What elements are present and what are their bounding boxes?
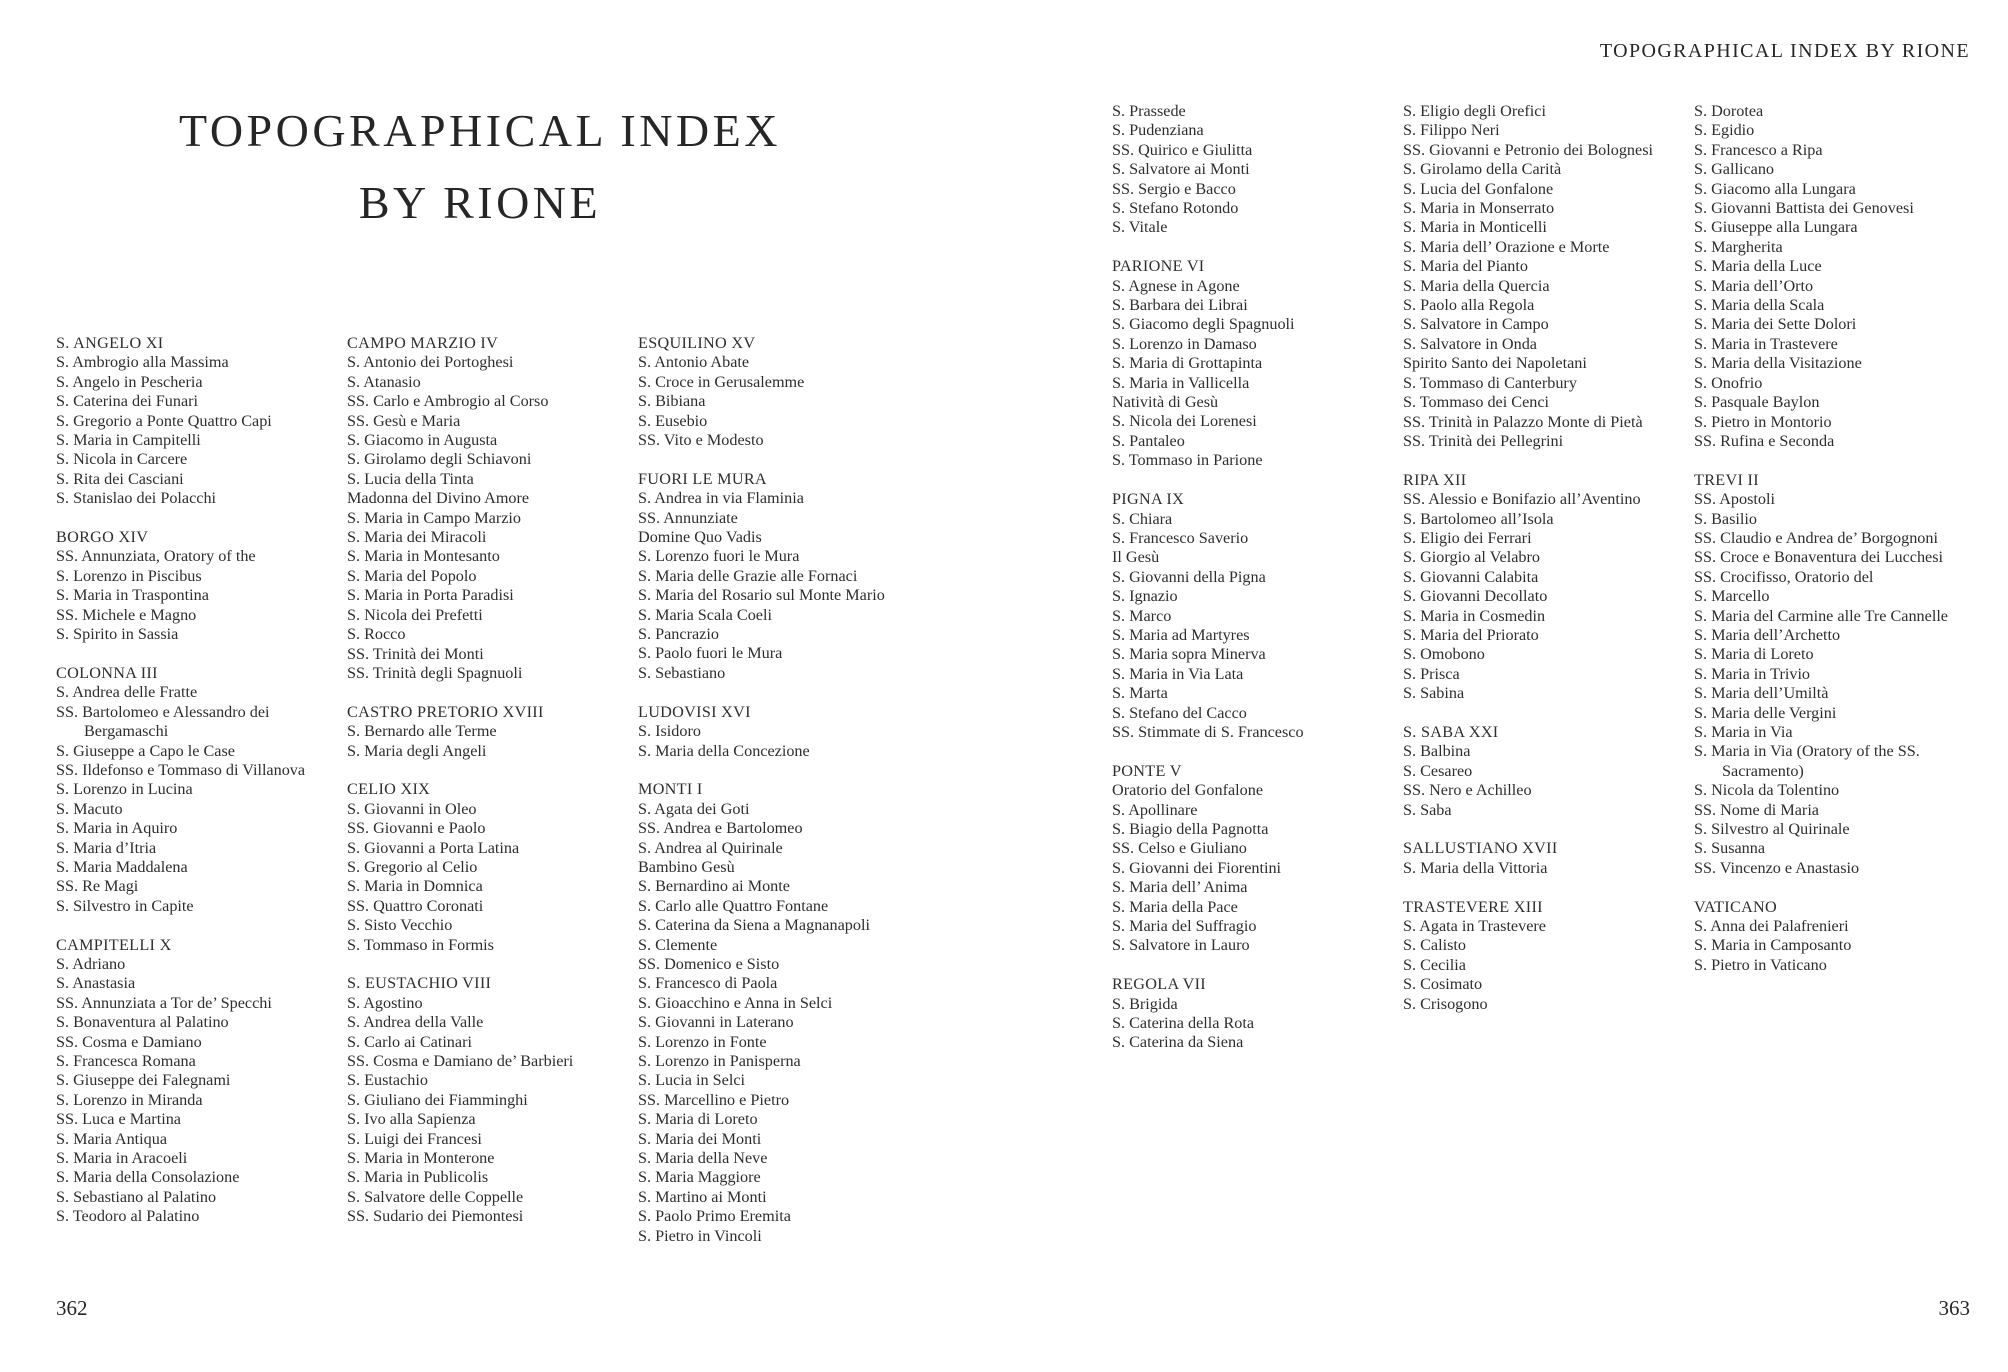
church-entry: S. Apollinare bbox=[1112, 800, 1198, 819]
church-entry: S. Tommaso in Parione bbox=[1112, 451, 1263, 470]
church-entry: S. Eustachio bbox=[347, 1071, 428, 1090]
rione-heading: RIPA XII bbox=[1403, 470, 1467, 489]
church-entry: S. Giacomo alla Lungara bbox=[1694, 179, 1856, 198]
church-entry: S. Lorenzo in Miranda bbox=[56, 1090, 203, 1109]
church-entry: S. Maria del Priorato bbox=[1403, 625, 1539, 644]
church-entry: S. Ivo alla Sapienza bbox=[347, 1110, 476, 1129]
church-entry: S. Maria sopra Minerva bbox=[1112, 645, 1266, 664]
church-entry: S. Andrea della Valle bbox=[347, 1013, 484, 1032]
rione-section bbox=[347, 334, 637, 683]
church-entry: S. Salvatore in Lauro bbox=[1112, 936, 1250, 955]
church-entry: S. Clemente bbox=[638, 935, 718, 954]
church-entry: S. Salvatore ai Monti bbox=[1112, 160, 1250, 179]
church-entry: SS. Bartolomeo e Alessandro dei Bergamaschi bbox=[56, 702, 270, 741]
church-entry: S. Teodoro al Palatino bbox=[56, 1207, 200, 1226]
church-entry: S. Maria della Visitazione bbox=[1694, 354, 1862, 373]
church-entry: S. Gallicano bbox=[1694, 160, 1775, 179]
church-entry: S. Maria delle Vergini bbox=[1694, 703, 1837, 722]
church-entry: S. Rita dei Casciani bbox=[56, 469, 184, 488]
church-entry: S. Susanna bbox=[1694, 839, 1766, 858]
church-entry: S. Maria in Trastevere bbox=[1694, 334, 1838, 353]
church-entry: S. Bibiana bbox=[638, 392, 706, 411]
church-entry: S. Nicola dei Lorenesi bbox=[1112, 412, 1257, 431]
church-entry: SS. Trinità dei Pellegrini bbox=[1403, 431, 1564, 450]
church-entry: S. Maria della Quercia bbox=[1403, 276, 1550, 295]
church-entry: S. Adriano bbox=[56, 954, 126, 973]
church-entry: S. Maria del Popolo bbox=[347, 566, 477, 585]
rione-heading: CAMPO MARZIO IV bbox=[347, 334, 499, 352]
church-entry: SS. Re Magi bbox=[56, 877, 139, 896]
church-entry: S. Maria in Campitelli bbox=[56, 431, 201, 450]
church-entry: S. Prassede bbox=[1112, 102, 1186, 120]
church-entry: S. Maria ad Martyres bbox=[1112, 625, 1250, 644]
church-entry: S. Maria della Concezione bbox=[638, 741, 810, 760]
church-entry: SS. Stimmate di S. Francesco bbox=[1112, 722, 1304, 741]
church-entry: Madonna del Divino Amore bbox=[347, 489, 530, 508]
church-entry: S. Maria in Monticelli bbox=[1403, 218, 1547, 237]
church-entry: SS. Alessio e Bonifazio all’Aventino bbox=[1403, 490, 1641, 509]
church-entry: S. Sebastiano bbox=[638, 663, 726, 682]
rione-section bbox=[1112, 102, 1402, 238]
church-entry: S. Biagio della Pagnotta bbox=[1112, 819, 1269, 838]
church-entry: SS. Giovanni e Paolo bbox=[347, 819, 486, 838]
church-entry: S. Maria del Suffragio bbox=[1112, 917, 1257, 936]
church-entry: S. Ignazio bbox=[1112, 587, 1178, 606]
rione-heading: PIGNA IX bbox=[1112, 490, 1185, 509]
church-entry: S. Bonaventura al Palatino bbox=[56, 1013, 229, 1032]
running-head: TOPOGRAPHICAL INDEX BY RIONE bbox=[1599, 40, 1970, 62]
page-number-left: 362 bbox=[56, 1296, 88, 1320]
index-column-1 bbox=[56, 334, 346, 1246]
church-entry: S. Tommaso in Formis bbox=[347, 935, 494, 954]
church-entry: S. Cecilia bbox=[1403, 955, 1466, 974]
church-entry: S. Caterina da Siena a Magnanapoli bbox=[638, 916, 870, 935]
church-entry: S. Tommaso di Canterbury bbox=[1403, 373, 1577, 392]
church-entry: S. Maria in Trivio bbox=[1694, 664, 1811, 683]
church-entry: SS. Annunziata a Tor de’ Specchi bbox=[56, 993, 272, 1012]
rione-section bbox=[1403, 471, 1693, 704]
church-entry: S. Anastasia bbox=[56, 974, 136, 993]
church-entry: S. Eligio dei Ferrari bbox=[1403, 528, 1532, 547]
church-entry: SS. Marcellino e Pietro bbox=[638, 1090, 790, 1109]
church-entry: S. Maria Maggiore bbox=[638, 1168, 761, 1187]
church-entry: S. Maria del Pianto bbox=[1403, 257, 1528, 276]
church-entry: S. Lorenzo in Damaso bbox=[1112, 334, 1257, 353]
church-entry: Oratorio del Gonfalone bbox=[1112, 781, 1264, 800]
church-entry: S. Agostino bbox=[347, 993, 423, 1012]
index-column-5 bbox=[1403, 102, 1693, 1033]
title-line-1: TOPOGRAPHICAL INDEX bbox=[179, 105, 781, 156]
church-entry: S. Maria in Vallicella bbox=[1112, 373, 1250, 392]
church-entry: S. Lorenzo in Lucina bbox=[56, 780, 193, 799]
rione-section bbox=[1403, 898, 1693, 1014]
rione-heading: S. SABA XXI bbox=[1403, 722, 1499, 741]
church-entry: S. Ambrogio alla Massima bbox=[56, 353, 229, 372]
rione-heading: MONTI I bbox=[638, 780, 703, 799]
church-entry: S. Agata dei Goti bbox=[638, 799, 750, 818]
church-entry: S. Maria della Neve bbox=[638, 1149, 768, 1168]
church-entry: S. Giuseppe dei Falegnami bbox=[56, 1071, 231, 1090]
church-entry: S. Maria in Publicolis bbox=[347, 1168, 489, 1187]
church-entry: S. Giovanni in Laterano bbox=[638, 1013, 794, 1032]
church-entry: S. Bernardo alle Terme bbox=[347, 722, 497, 741]
rione-heading: PONTE V bbox=[1112, 761, 1182, 780]
right-page bbox=[1004, 0, 2008, 1372]
church-entry: S. Giovanni Battista dei Genovesi bbox=[1694, 199, 1914, 218]
church-entry: S. Giorgio al Velabro bbox=[1403, 548, 1540, 567]
church-entry: S. Girolamo degli Schiavoni bbox=[347, 450, 532, 469]
rione-heading: PARIONE VI bbox=[1112, 257, 1205, 276]
church-entry: S. Giuliano dei Fiamminghi bbox=[347, 1090, 528, 1109]
rione-section bbox=[1112, 257, 1402, 470]
church-entry: SS. Ildefonso e Tommaso di Villanova bbox=[56, 760, 306, 779]
rione-heading: ESQUILINO XV bbox=[638, 334, 756, 352]
church-entry: S. Maria dell’Orto bbox=[1694, 276, 1814, 295]
church-entry: S. Isidoro bbox=[638, 722, 701, 741]
church-entry: SS. Domenico e Sisto bbox=[638, 954, 780, 973]
rione-section bbox=[1112, 490, 1402, 742]
church-entry: SS. Luca e Martina bbox=[56, 1110, 181, 1129]
church-entry: S. Chiara bbox=[1112, 509, 1173, 528]
church-entry: Il Gesù bbox=[1112, 548, 1160, 567]
church-entry: SS. Trinità in Palazzo Monte di Pietà bbox=[1403, 412, 1643, 431]
church-entry: S. Maria della Pace bbox=[1112, 897, 1238, 916]
church-entry: S. Luigi dei Francesi bbox=[347, 1129, 482, 1148]
church-entry: S. Maria d’Itria bbox=[56, 838, 157, 857]
church-entry: S. Maria Scala Coeli bbox=[638, 605, 772, 624]
church-entry: S. Antonio Abate bbox=[638, 353, 750, 372]
church-entry: S. Francesca Romana bbox=[56, 1051, 196, 1070]
church-entry: S. Nicola da Tolentino bbox=[1694, 781, 1840, 800]
church-entry: S. Marta bbox=[1112, 684, 1168, 703]
church-entry: S. Maria in Via Lata bbox=[1112, 664, 1244, 683]
church-entry: S. Pudenziana bbox=[1112, 121, 1204, 140]
rione-heading: CAMPITELLI X bbox=[56, 935, 172, 954]
church-entry: S. Agata in Trastevere bbox=[1403, 917, 1546, 935]
rione-section bbox=[347, 974, 637, 1226]
church-entry: SS. Gesù e Maria bbox=[347, 411, 461, 430]
church-entry: Natività di Gesù bbox=[1112, 393, 1219, 412]
church-entry: SS. Cosma e Damiano de’ Barbieri bbox=[347, 1051, 574, 1070]
church-entry: S. Eligio degli Orefici bbox=[1403, 102, 1546, 120]
rione-heading: TRASTEVERE XIII bbox=[1403, 897, 1543, 916]
church-entry: S. Maria dell’ Anima bbox=[1112, 878, 1248, 897]
church-entry: SS. Claudio e Andrea de’ Borgognoni bbox=[1694, 528, 1938, 547]
church-entry: S. Giacomo degli Spagnuoli bbox=[1112, 315, 1295, 334]
rione-section bbox=[1694, 102, 1984, 451]
rione-section bbox=[1112, 975, 1402, 1053]
rione-section bbox=[56, 334, 346, 509]
rione-section bbox=[1403, 102, 1693, 451]
church-entry: S. Salvatore delle Coppelle bbox=[347, 1187, 524, 1206]
church-entry: S. Atanasio bbox=[347, 372, 421, 391]
church-entry: S. Giuseppe alla Lungara bbox=[1694, 218, 1858, 237]
rione-section bbox=[56, 936, 346, 1227]
church-entry: S. Andrea al Quirinale bbox=[638, 838, 783, 857]
church-entry: S. Rocco bbox=[347, 625, 406, 644]
church-entry: S. Prisca bbox=[1403, 664, 1460, 683]
church-entry: S. Giovanni a Porta Latina bbox=[347, 838, 520, 857]
church-entry: SS. Nome di Maria bbox=[1694, 800, 1819, 819]
church-entry: S. Maria Maddalena bbox=[56, 857, 188, 876]
church-entry: S. Calisto bbox=[1403, 936, 1466, 955]
church-entry: S. Maria Antiqua bbox=[56, 1129, 168, 1148]
index-column-4 bbox=[1112, 102, 1402, 1072]
church-entry: S. Pietro in Montorio bbox=[1694, 412, 1832, 431]
church-entry: S. Maria della Luce bbox=[1694, 257, 1822, 276]
church-entry: S. Lorenzo in Piscibus bbox=[56, 566, 202, 585]
church-entry: S. Giovanni Calabita bbox=[1403, 567, 1539, 586]
rione-heading: LUDOVISI XVI bbox=[638, 702, 751, 721]
church-entry: S. Giovanni dei Fiorentini bbox=[1112, 858, 1282, 877]
church-entry: S. Bartolomeo all’Isola bbox=[1403, 509, 1554, 528]
church-entry: S. Carlo ai Catinari bbox=[347, 1032, 472, 1051]
church-entry: S. Nicola dei Prefetti bbox=[347, 605, 483, 624]
church-entry: S. Andrea in via Flaminia bbox=[638, 489, 804, 508]
church-entry: S. Sebastiano al Palatino bbox=[56, 1187, 217, 1206]
church-entry: S. Cesareo bbox=[1403, 761, 1473, 780]
rione-section bbox=[347, 780, 637, 955]
church-entry: S. Caterina da Siena bbox=[1112, 1033, 1244, 1052]
church-entry: SS. Giovanni e Petronio dei Bolognesi bbox=[1403, 140, 1653, 159]
church-entry: S. Omobono bbox=[1403, 645, 1485, 664]
church-entry: SS. Celso e Giuliano bbox=[1112, 839, 1247, 858]
church-entry: S. Sabina bbox=[1403, 684, 1465, 703]
church-entry: S. Lucia in Selci bbox=[638, 1071, 745, 1090]
church-entry: S. Maria in Cosmedin bbox=[1403, 606, 1546, 625]
church-entry: S. Gioacchino e Anna in Selci bbox=[638, 993, 833, 1012]
church-entry: SS. Vincenzo e Anastasio bbox=[1694, 858, 1860, 877]
church-entry: S. Silvestro in Capite bbox=[56, 896, 194, 915]
church-entry: S. Sisto Vecchio bbox=[347, 916, 453, 935]
church-entry: S. Egidio bbox=[1694, 121, 1755, 140]
church-entry: S. Maria dell’Umiltà bbox=[1694, 684, 1829, 703]
rione-section bbox=[638, 780, 928, 1246]
church-entry: Domine Quo Vadis bbox=[638, 528, 762, 547]
church-entry: S. Maria in Monserrato bbox=[1403, 199, 1555, 218]
church-entry: S. Tommaso dei Cenci bbox=[1403, 393, 1550, 412]
church-entry: S. Gregorio a Ponte Quattro Capi bbox=[56, 411, 272, 430]
church-entry: SS. Michele e Magno bbox=[56, 605, 197, 624]
rione-heading: TREVI II bbox=[1694, 470, 1759, 489]
church-entry: S. Paolo fuori le Mura bbox=[638, 644, 783, 663]
church-entry: S. Francesco Saverio bbox=[1112, 528, 1249, 547]
church-entry: S. Stefano Rotondo bbox=[1112, 199, 1239, 218]
church-entry: SS. Nero e Achilleo bbox=[1403, 781, 1532, 800]
church-entry: S. Giacomo in Augusta bbox=[347, 431, 498, 450]
church-entry: S. Brigida bbox=[1112, 994, 1178, 1013]
church-entry: S. Eusebio bbox=[638, 411, 708, 430]
index-column-2 bbox=[347, 334, 637, 1246]
church-entry: SS. Trinità degli Spagnuoli bbox=[347, 663, 523, 682]
rione-section bbox=[638, 703, 928, 761]
church-entry: S. Antonio dei Portoghesi bbox=[347, 353, 514, 372]
church-entry: S. Maria in Via (Oratory of the SS. Sacramento) bbox=[1694, 742, 1920, 780]
rione-section bbox=[638, 470, 928, 683]
church-entry: S. Stanislao dei Polacchi bbox=[56, 489, 217, 508]
church-entry: S. Giovanni Decollato bbox=[1403, 587, 1548, 606]
church-entry: S. Onofrio bbox=[1694, 373, 1763, 392]
church-entry: S. Maria degli Angeli bbox=[347, 741, 487, 760]
church-entry: S. Giovanni in Oleo bbox=[347, 799, 477, 818]
church-entry: S. Maria di Loreto bbox=[1694, 645, 1814, 664]
church-entry: SS. Rufina e Seconda bbox=[1694, 431, 1835, 450]
church-entry: S. Pancrazio bbox=[638, 625, 719, 644]
church-entry: S. Pietro in Vincoli bbox=[638, 1226, 762, 1245]
church-entry: SS. Annunziate bbox=[638, 508, 738, 527]
church-entry: S. Girolamo della Carità bbox=[1403, 160, 1562, 179]
church-entry: S. Maria di Loreto bbox=[638, 1110, 758, 1129]
church-entry: S. Maria della Consolazione bbox=[56, 1168, 240, 1187]
church-entry: SS. Quattro Coronati bbox=[347, 896, 484, 915]
church-entry: SS. Crocifisso, Oratorio del bbox=[1694, 567, 1874, 586]
church-entry: S. Pasquale Baylon bbox=[1694, 393, 1820, 412]
index-column-3 bbox=[638, 334, 928, 1265]
title-line-2: BY RIONE bbox=[358, 177, 602, 228]
church-entry: S. Agnese in Agone bbox=[1112, 276, 1240, 295]
church-entry: S. Silvestro al Quirinale bbox=[1694, 820, 1850, 839]
church-entry: S. Angelo in Pescheria bbox=[56, 372, 203, 391]
rione-heading: S. EUSTACHIO VIII bbox=[347, 974, 492, 993]
church-entry: S. Saba bbox=[1403, 800, 1452, 819]
church-entry: S. Gregorio al Celio bbox=[347, 857, 478, 876]
rione-heading: CASTRO PRETORIO XVIII bbox=[347, 702, 544, 721]
church-entry: S. Maria dell’ Orazione e Morte bbox=[1403, 237, 1610, 256]
church-entry: S. Carlo alle Quattro Fontane bbox=[638, 896, 829, 915]
church-entry: Spirito Santo dei Napoletani bbox=[1403, 354, 1587, 373]
church-entry: S. Marco bbox=[1112, 606, 1172, 625]
church-entry: S. Maria dei Sette Dolori bbox=[1694, 315, 1857, 334]
church-entry: S. Lucia del Gonfalone bbox=[1403, 179, 1554, 198]
church-entry: S. Lorenzo in Panisperna bbox=[638, 1051, 801, 1070]
church-entry: S. Maria in Traspontina bbox=[56, 586, 209, 605]
church-entry: S. Andrea delle Fratte bbox=[56, 683, 198, 702]
church-entry: S. Nicola in Carcere bbox=[56, 450, 188, 469]
church-entry: SS. Apostoli bbox=[1694, 490, 1775, 509]
church-entry: S. Cosimato bbox=[1403, 975, 1483, 994]
rione-section bbox=[1403, 723, 1693, 820]
church-entry: S. Francesco a Ripa bbox=[1694, 140, 1823, 159]
rione-heading: REGOLA VII bbox=[1112, 975, 1206, 994]
rione-heading: CELIO XIX bbox=[347, 780, 431, 799]
church-entry: S. Lorenzo in Fonte bbox=[638, 1032, 767, 1051]
church-entry: S. Dorotea bbox=[1694, 102, 1764, 120]
church-entry: SS. Vito e Modesto bbox=[638, 431, 764, 450]
church-entry: S. Lucia della Tinta bbox=[347, 469, 474, 488]
church-entry: SS. Cosma e Damiano bbox=[56, 1032, 202, 1051]
church-entry: S. Maria dei Monti bbox=[638, 1129, 762, 1148]
rione-section bbox=[1694, 471, 1984, 879]
church-entry: S. Caterina dei Funari bbox=[56, 392, 199, 411]
church-entry: S. Giovanni della Pigna bbox=[1112, 567, 1266, 586]
church-entry: S. Basilio bbox=[1694, 509, 1757, 528]
church-entry: S. Lorenzo fuori le Mura bbox=[638, 547, 800, 566]
church-entry: S. Maria in Monterone bbox=[347, 1149, 495, 1168]
church-entry: SS. Trinità dei Monti bbox=[347, 644, 484, 663]
rione-heading: VATICANO bbox=[1694, 897, 1778, 916]
church-entry: S. Balbina bbox=[1403, 742, 1471, 761]
rione-section bbox=[56, 664, 346, 916]
church-entry: S. Paolo alla Regola bbox=[1403, 296, 1535, 315]
church-entry: SS. Sudario dei Piemontesi bbox=[347, 1207, 524, 1226]
church-entry: SS. Sergio e Bacco bbox=[1112, 179, 1236, 198]
rione-section bbox=[347, 703, 637, 761]
rione-heading: COLONNA III bbox=[56, 663, 158, 682]
church-entry: S. Barbara dei Librai bbox=[1112, 296, 1248, 315]
rione-section bbox=[1403, 839, 1693, 878]
church-entry: S. Marcello bbox=[1694, 587, 1770, 606]
rione-section bbox=[56, 528, 346, 644]
church-entry: S. Maria in Montesanto bbox=[347, 547, 500, 566]
church-entry: S. Francesco di Paola bbox=[638, 974, 778, 993]
church-entry: S. Maria della Vittoria bbox=[1403, 858, 1548, 877]
church-entry: SS. Quirico e Giulitta bbox=[1112, 140, 1253, 159]
church-entry: S. Macuto bbox=[56, 799, 123, 818]
church-entry: S. Stefano del Cacco bbox=[1112, 703, 1247, 722]
rione-section bbox=[1112, 762, 1402, 956]
church-entry: S. Martino ai Monti bbox=[638, 1187, 767, 1206]
index-column-6 bbox=[1694, 102, 1984, 995]
church-entry: S. Croce in Gerusalemme bbox=[638, 372, 805, 391]
church-entry: S. Salvatore in Campo bbox=[1403, 315, 1549, 334]
church-entry: S. Pietro in Vaticano bbox=[1694, 955, 1827, 974]
church-entry: S. Caterina della Rota bbox=[1112, 1014, 1255, 1033]
church-entry: SS. Andrea e Bartolomeo bbox=[638, 819, 803, 838]
church-entry: S. Bernardino ai Monte bbox=[638, 877, 790, 896]
church-entry: Bambino Gesù bbox=[638, 857, 735, 876]
church-entry: S. Maria in Aquiro bbox=[56, 819, 178, 838]
church-entry: S. Crisogono bbox=[1403, 994, 1488, 1013]
church-entry: SS. Annunziata, Oratory of the bbox=[56, 547, 256, 566]
rione-heading: BORGO XIV bbox=[56, 528, 149, 547]
page-number-right: 363 bbox=[1938, 1296, 1970, 1320]
church-entry: S. Salvatore in Onda bbox=[1403, 334, 1537, 353]
church-entry: S. Vitale bbox=[1112, 218, 1168, 237]
rione-heading: FUORI LE MURA bbox=[638, 469, 767, 488]
church-entry: S. Pantaleo bbox=[1112, 431, 1185, 450]
church-entry: S. Giuseppe a Capo le Case bbox=[56, 741, 235, 760]
rione-section bbox=[638, 334, 928, 450]
church-entry: S. Paolo Primo Eremita bbox=[638, 1207, 791, 1226]
church-entry: S. Maria dei Miracoli bbox=[347, 528, 487, 547]
church-entry: S. Anna dei Palafrenieri bbox=[1694, 917, 1849, 936]
rione-heading: SALLUSTIANO XVII bbox=[1403, 839, 1558, 858]
church-entry: S. Maria del Rosario sul Monte Mario bbox=[638, 586, 885, 605]
church-entry: S. Margherita bbox=[1694, 237, 1783, 256]
church-entry: S. Maria in Camposanto bbox=[1694, 936, 1852, 955]
church-entry: S. Maria dell’Archetto bbox=[1694, 625, 1841, 644]
rione-section bbox=[1694, 898, 1984, 976]
church-entry: S. Spirito in Sassia bbox=[56, 625, 179, 644]
church-entry: S. Filippo Neri bbox=[1403, 121, 1500, 140]
church-entry: S. Maria di Grottapinta bbox=[1112, 354, 1263, 373]
church-entry: S. Maria del Carmine alle Tre Cannelle bbox=[1694, 606, 1948, 625]
church-entry: S. Maria in Via bbox=[1694, 722, 1793, 741]
church-entry: SS. Carlo e Ambrogio al Corso bbox=[347, 392, 549, 411]
church-entry: S. Maria in Campo Marzio bbox=[347, 508, 521, 527]
rione-heading: S. ANGELO XI bbox=[56, 334, 164, 352]
church-entry: S. Maria delle Grazie alle Fornaci bbox=[638, 566, 858, 585]
church-entry: S. Maria della Scala bbox=[1694, 296, 1825, 315]
church-entry: S. Maria in Aracoeli bbox=[56, 1149, 188, 1168]
church-entry: S. Maria in Domnica bbox=[347, 877, 483, 896]
church-entry: SS. Croce e Bonaventura dei Lucchesi bbox=[1694, 548, 1944, 567]
church-entry: S. Maria in Porta Paradisi bbox=[347, 586, 514, 605]
page-title bbox=[130, 95, 830, 239]
